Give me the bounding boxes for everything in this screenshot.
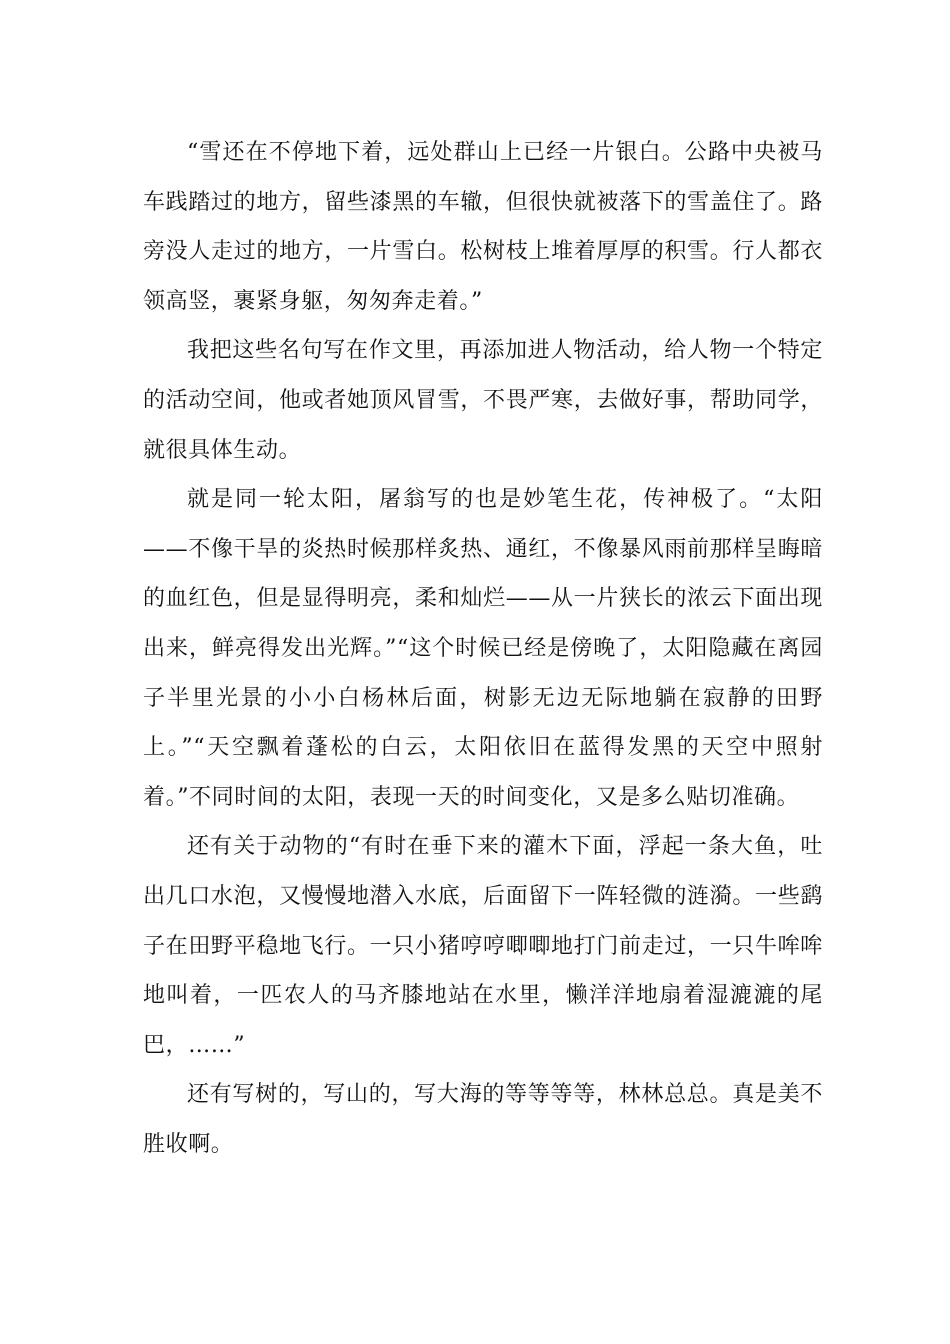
paragraph-closing: 还有写树的，写山的，写大海的等等等等，林林总总。真是美不胜收啊。 xyxy=(143,1082,823,1157)
paragraph-sun: 就是同一轮太阳，屠翁写的也是妙笔生花，传神极了。“太阳——不像干旱的炎热时候那样炙热、通红，不像暴风雨前那样呈晦暗的血红色，但是显得明亮，柔和灿烂——从一片狭长的浓云下面出现出来，鲜亮得发出光辉。”“这个时候已经是傍晚了，太阳隐藏在离园子半里光景的小小白杨林后面，树影无边无际地躺在寂静的田野上。”“天空飘着蓬松的白云，太阳依旧在蓝得发黑的天空中照射着。”不同时间的太阳，表现一天的时间变化，又是多么贴切准确。 xyxy=(143,487,823,810)
document-body xyxy=(143,128,823,1169)
paragraph-composition: 我把这些名句写在作文里，再添加进人物活动，给人物一个特定的活动空间，他或者她顶风冒雪，不畏严寒，去做好事，帮助同学，就很具体生动。 xyxy=(143,338,823,463)
paragraph-animals: 还有关于动物的“有时在垂下来的灌木下面，浮起一条大鱼，吐出几口水泡，又慢慢地潜入水底，后面留下一阵轻微的涟漪。一些鹞子在田野平稳地飞行。一只小猪哼哼唧唧地打门前走过，一只牛哞哞地叫着，一匹农人的马齐膝地站在水里，懒洋洋地扇着湿漉漉的尾巴，……” xyxy=(143,834,823,1058)
paragraph-snow-quote: “雪还在不停地下着，远处群山上已经一片银白。公路中央被马车践踏过的地方，留些漆黑的车辙，但很快就被落下的雪盖住了。路旁没人走过的地方，一片雪白。松树枝上堆着厚厚的积雪。行人都衣领高竖，裹紧身躯，匆匆奔走着。” xyxy=(143,140,823,314)
